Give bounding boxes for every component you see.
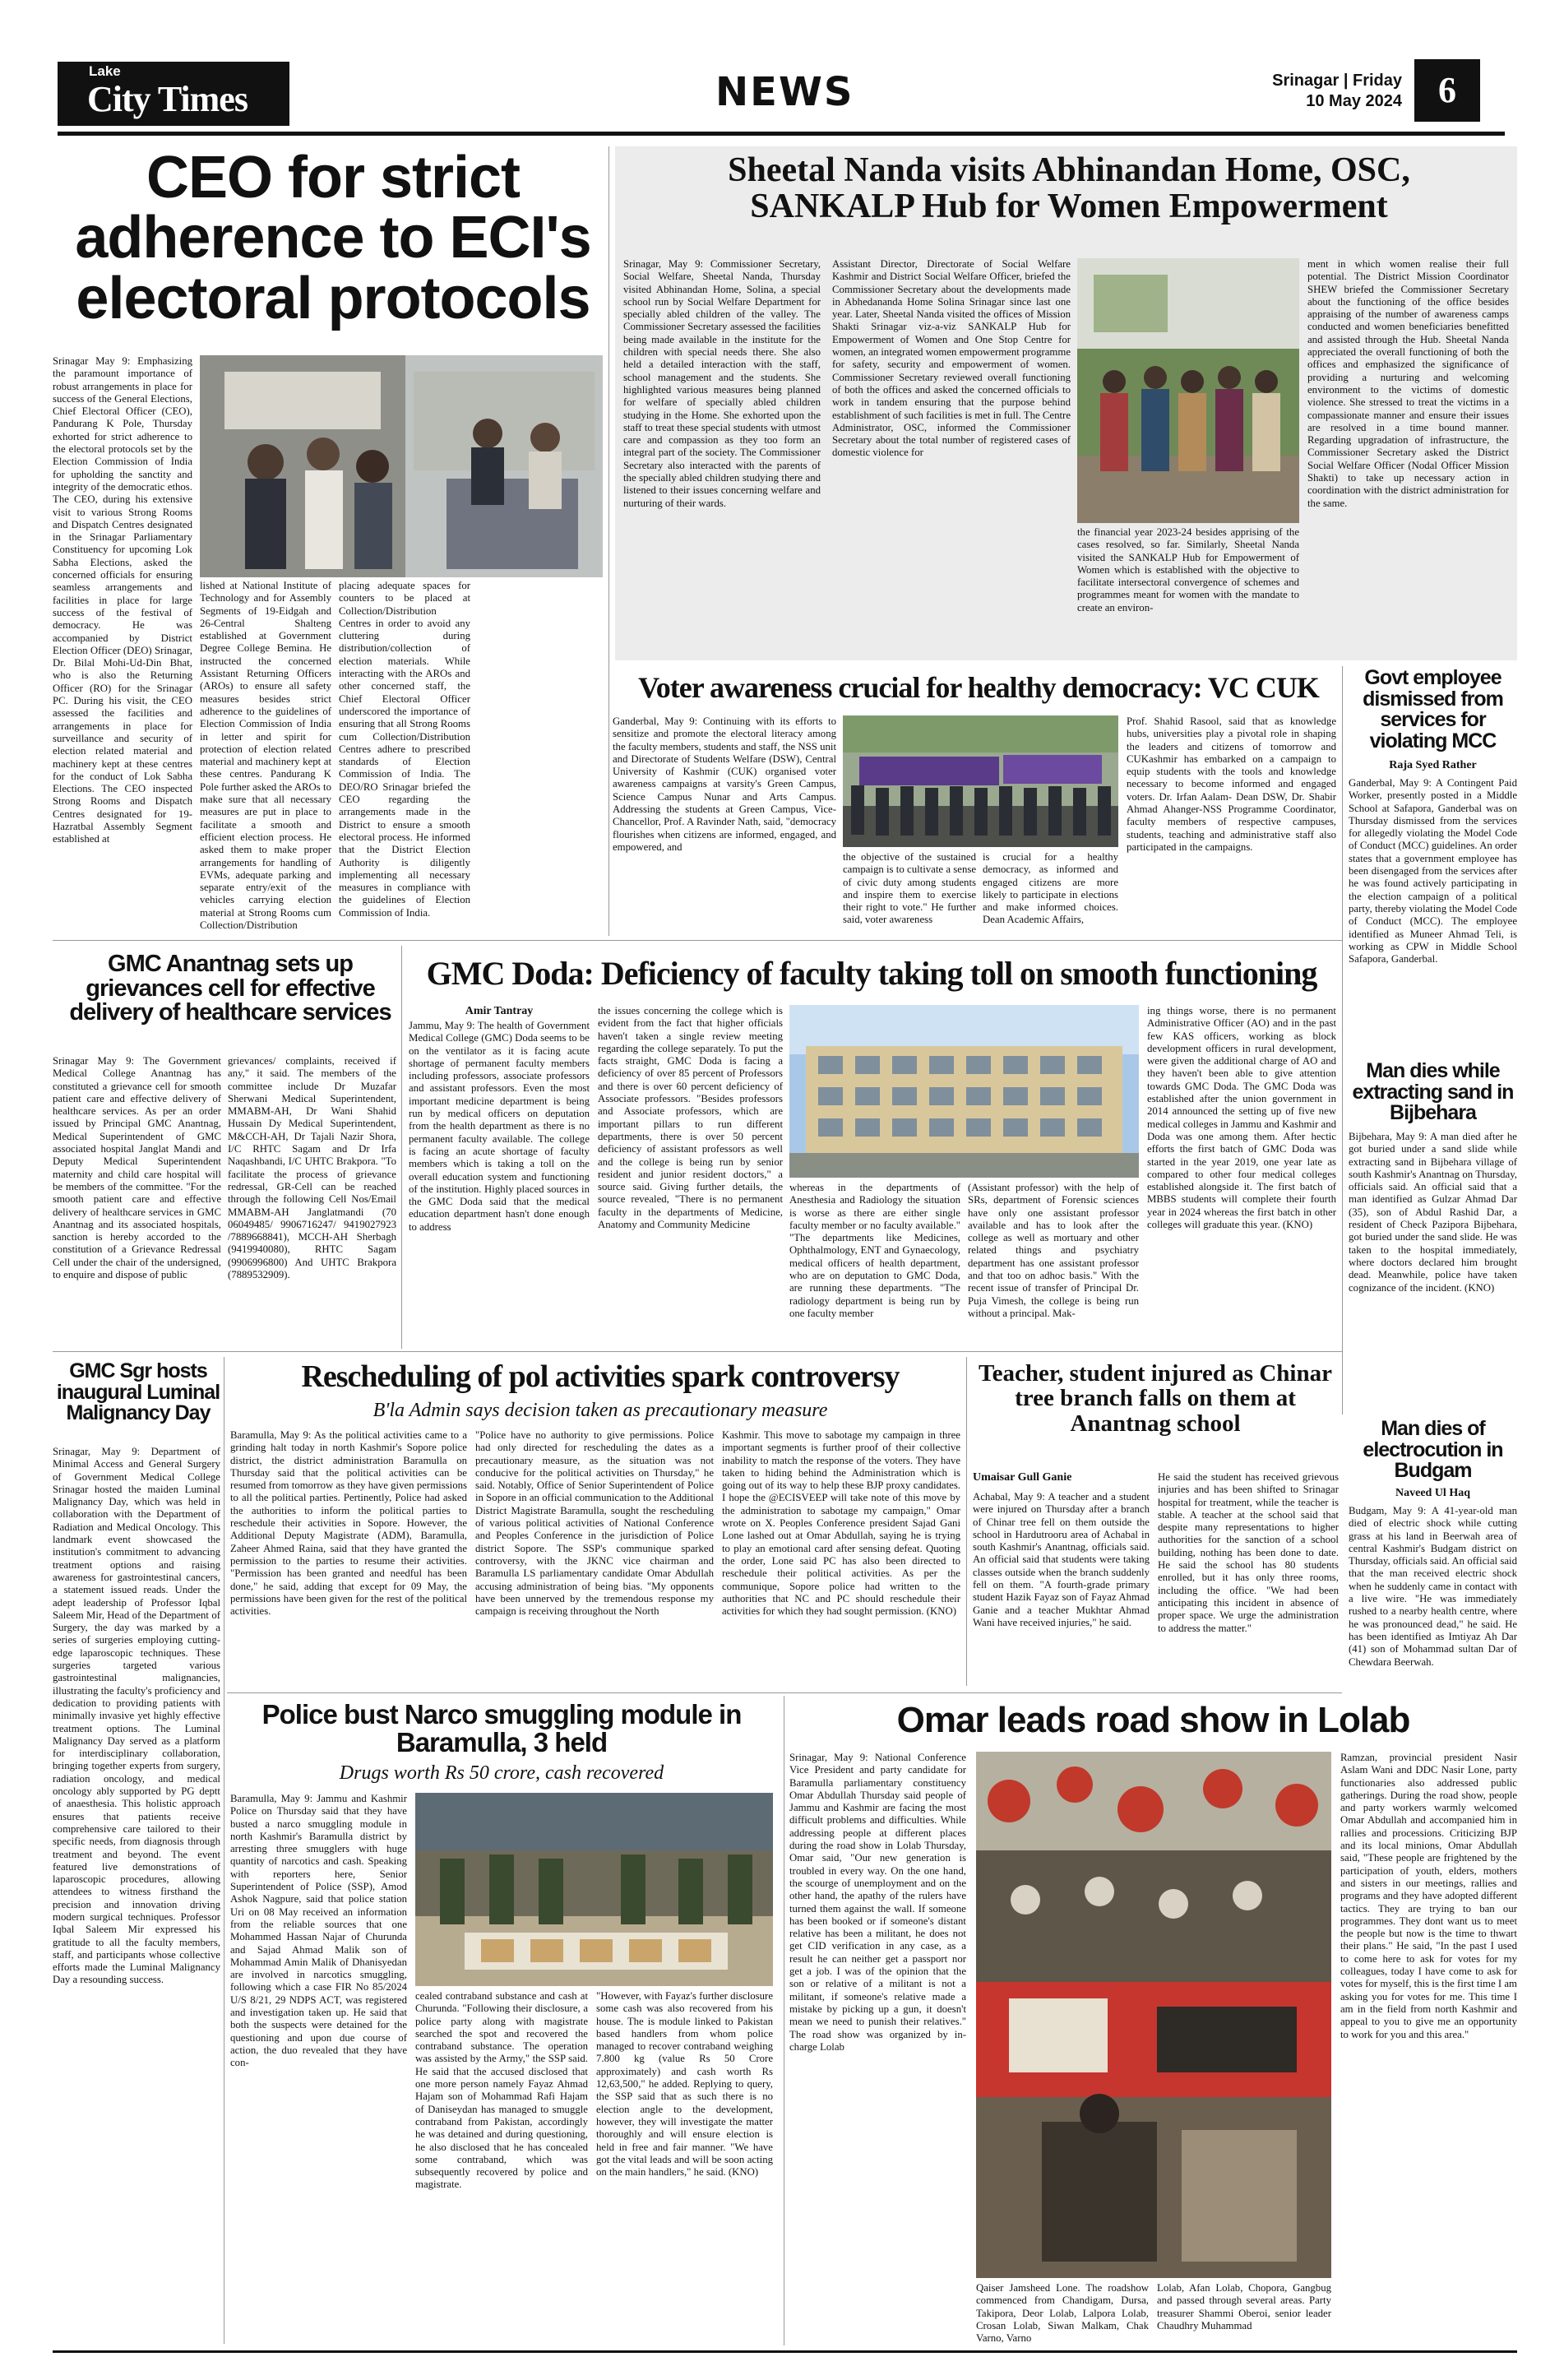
govt-headline: Govt employee dismissed from services for violating MCC — [1363, 666, 1503, 752]
omar-photo — [976, 1752, 1331, 2278]
pol-body-col1: Baramulla, May 9: As the political activities came to a grinding halt today in north Kashmir's Sopore police district, the district administration Baramulla on Thursday said that the political activities can be resumed from tomorrow as they have given permissions to all the political parties. Pertinently, Police had asked the authorities to inform the political parties to reschedule their activities in Sopore. However, the Additional Deputy Magistrate (ADM), Baramulla, Zaheer Ahmed Raina, said that they have granted the permission to the parties to resume their activities. "Permission has been granted and needful has been done," he said, adding that except for 09 May, the permissions have been given for the rest of the political activities. — [230, 1429, 467, 1618]
pol-deck: B'la Admin says decision taken as precautionary measure — [372, 1400, 828, 1421]
gmc-doda-body-col4: (Assistant professor) with the help of SRs, department of Forensic sciences have only one assistant professor available and has to look after the college as well as mortuary and other related things and psychiatry department has one assistant professor and that too on adhoc basis." With the recent issue of transfer of Principal Dr. Puja Vimesh, the college is being run without a principal. Mak- — [968, 1182, 1139, 1319]
gmc-doda-body-col2: the issues concerning the college which is evident from the fact that higher officials haven't taken a single review meeting regarding the college separately. To put the facts straight, GMC Doda is facing a deficiency of over 85 percent of Professors and there is over 60 percent deficiency of Associate professors. "Besides professors and Associate professors, which are important pillars to run different departments, there is over 50 percent deficiency of assistant professors as well and the college is being run by senior resident and junior resident doctors," a source said. Giving further details, the source revealed, "There is no permanent faculty in the departments of Medicine, Anatomy and Community Medicine — [598, 1005, 783, 1231]
column-rule — [401, 946, 402, 1349]
narco-headline: Police bust Narco smuggling module in Baramulla, 3 held — [261, 1699, 742, 1757]
voter-photo — [843, 715, 1118, 847]
narco-photo-image — [415, 1793, 773, 1986]
ceo-photo-image — [200, 355, 603, 577]
voter-body-col1: Ganderbal, May 9: Continuing with its efforts to sensitize and promote the electoral literacy among the faculty members, students and staff, the NSS unit and Directorate of Students Welfare (DSW), Central University of Kashmir (CUK) organised voter awareness campaigns at varsity's Green Campus, Science Campus Nunar and Arts Campus. Addressing the students at Green Campus, Vice-Chancellor, Prof. A Ravinder Nath, said, "democracy flourishes when citizens are informed, engaged, and empowered, and — [613, 715, 836, 853]
narco-deck: Drugs worth Rs 50 crore, cash recovered — [339, 1762, 664, 1784]
column-rule — [1342, 666, 1343, 1415]
sheetal-body-col1: Srinagar, May 9: Commissioner Secretary, Social Welfare, Sheetal Nanda, Thursday visited Abhinandan Home, Solina, a special school run by Social Welfare Department for specially abled children of the valley. The Commissioner Secretary assessed the facilities being made available in the institute for the children with special needs there. She also held a detailed interaction with the staff, school management and the students. She highlighted various measures being planned for welfare of specially abled children studying in the Home. She exhorted upon the staff to treat these special students with utmost care and compassion as they too form an integral part of the society. The Commissioner Secretary also interacted with the parents of the specially abled children studying there and listened to their issues concerning welfare and nurturing of their wards. — [623, 258, 821, 509]
sheetal-body-col2: Assistant Director, Directorate of Social Welfare Kashmir and District Social Welfare Officer, briefed the Commissioner Secretary about the developments made in Abhedananda Home Solina Srinagar since last one year. Later, Sheetal Nanda visited the offices of Mission Shakti Srinagar viz-a-viz SANKALP Hub for Empowerment of Women and One Stop Centre for women, an integrated women empowerment programme for safety, security and empowerment of women. Commissioner Secretary reviewed overall functioning of both the offices and asked the concerned officials to work in tandem ensuring that the purpose behind establishment of such facilities is met in full. The Centre Administrator, OSC, informed the Commissioner Secretary about the total number of registered cases of domestic violence for — [832, 258, 1071, 459]
govt-byline: Raja Syed Rather — [1389, 759, 1477, 771]
budgam-byline: Naveed Ul Haq — [1395, 1487, 1470, 1499]
gmc-doda-building-image — [789, 1005, 1139, 1178]
teacher-body-col2: He said the student has received grievous injuries and has been shifted to Srinagar hospital for treatment, while the teacher is stable. A teacher at the school said that despite many representations to higher authorities for the sanction of a school building, nothing has been done to date. He said the school has 80 students enrolled, but it has only three rooms, including the office. "We had been anticipating this incident in absence of proper space. We urge the administration to address the matter." — [1158, 1471, 1339, 1634]
ceo-photo — [200, 355, 603, 577]
gmc-anantnag-headline: GMC Anantnag sets up grievances cell for effective delivery of healthcare services — [69, 951, 391, 1026]
pol-body-col2: "Police have no authority to give permissions. Police had only directed for rescheduling the dates as a precautionary measure, as the situation was not conducive for the political activities on Thursday," he said. Notably, Office of Senior Superintendent of Police in Sopore in an official communication to the Additional District Magistrate Baramulla, sought the rescheduling of various political activities of National Conference and Peoples Conference in the jurisdiction of Police district Sopore. The SSP's communique sparked controversy, with the JKNC vice chairman and Baramulla LS parliamentary candidate Omar Abdullah accusing administration of being bias. "My opponents have been unnerved by the tremendous response my campaign is receiving throughout the North — [475, 1429, 714, 1618]
gmc-doda-body-col1: Jammu, May 9: The health of Government Medical College (GMC) Doda seems to be on the ventilator as it is facing acute shortage of permanent faculty members including professors, associate professors and assistant professors. Even the most important medicine department is being run by medical officers on deputation from the health department as there is no permanent faculty available. The college is facing an acute shortage of faculty members which is taking a toll on the overall education system and functioning of the institution. Highly placed sources in the GMC Doda said that the medical education department hasn't done enough to address — [409, 1020, 590, 1233]
column-rule — [608, 146, 609, 936]
section-rule — [227, 1692, 1342, 1693]
gmc-doda-byline: Amir Tantray — [465, 1005, 534, 1017]
gmc-doda-headline: GMC Doda: Deficiency of faculty taking toll on smooth functioning — [426, 955, 1317, 992]
newspaper-logo — [58, 62, 289, 126]
narco-photo — [415, 1793, 773, 1986]
footer-rule — [53, 2350, 1517, 2353]
bijbehara-headline: Man dies while extracting sand in Bijbehara — [1352, 1059, 1514, 1124]
voter-body-col2: the objective of the sustained campaign is to cultivate a sense of civic duty among students and inspire them to exercise their right to vote." He further said, voter awareness — [843, 851, 976, 926]
gmc-sgr-headline: GMC Sgr hosts inaugural Luminal Malignancy Day — [56, 1359, 220, 1424]
omar-headline: Omar leads road show in Lolab — [896, 1700, 1410, 1740]
dateline — [1254, 71, 1402, 112]
voter-body-col4: Prof. Shahid Rasool, said that as knowledge hubs, universities play a pivotal role in shaping the leaders and citizens of tomorrow and CUKashmir has embarked on a campaign to equip students with the tools and knowledge necessary to become informed and engaged voters. Dr. Irfan Aalam- Dean DSW, Dr. Shabir Ahmad Ahanger-NSS Programme Coordinator, faculty members of respective campuses, students, teaching and administrative staff also participated in the campaigns. — [1127, 715, 1336, 853]
column-rule — [966, 1357, 967, 1686]
section-title: NEWS — [715, 69, 854, 115]
omar-body-col3: Lolab, Afan Lolab, Chopora, Gangbug and passed through several areas. Party treasurer Shammi Oberoi, senior leader Chaudhry Muhammad — [1157, 2282, 1331, 2331]
govt-body: Ganderbal, May 9: A Contingent Paid Worker, presently posted in a Middle School at Safapora, Ganderbal was on Thursday dismissed from the services for allegedly violating the Model Code of Conduct (MCC) guidelines. An order states that a government employee has been disengaged from the services after he was found actively participating in the election campaign of a political party, thereby violating the Model Code of Conduct (MCC). The employee identified as Muneer Ahmad Teli, is working as CPW in Middle School Safapora, Ganderbal. — [1349, 777, 1517, 965]
section-rule — [53, 940, 1342, 941]
voter-photo-image — [843, 715, 1118, 847]
gmc-doda-body-col3: whereas in the departments of Anesthesia and Radiology the situation is worse as there are either single faculty member or no faculty available." "The departments like Medicines, Ophthalmology, ENT and Gynaecology, medical officers of health department, who are on deputation to GMC Doda, are running these departments. "The radiology department is being run by one faculty member — [789, 1182, 960, 1319]
omar-body-col1: Srinagar, May 9: National Conference Vice President and party candidate for Baramulla parliamentary constituency Omar Abdullah Thursday said people of Jammu and Kashmir are facing the most difficult problems and difficulties. While addressing people at different places during the road show in Lolab Thursday, Omar said, "Our new generation is troubled in every way. On the one hand, the scourge of unemployment and on the other hand, the apathy of the rulers have turned them against the wall. If someone has been booked or if someone's distant relative has been a militant, he does not get CID verification in any case, as a result he can neither get a passport nor get a job. I was of the opinion that the son or relative of a militant is not a militant, if someone's relative made a mistake by picking up a gun, it doesn't mean we need to punish their relatives." The road show was organized by in-charge Lolab — [789, 1752, 966, 2053]
sheetal-photo — [1077, 258, 1299, 523]
ceo-body-col2: lished at National Institute of Technology and for Assembly Segments of 19-Eidgah and 26-Central Shalteng established at Government Degree College Bemina. He instructed the concerned Assistant Returning Officers (AROs) to ensure all safety measures besides strict adherence to the guidelines of Election Commission of India in letter and spirit for protection of election related material and machinery kept at these centres. Pandurang K Pole further asked the AROs to make sure that all necessary measures are put in place to facilitate a smooth and efficient election process. He asked them to make proper arrangements for handling of EVMs, adequate parking and separate entry/exit of the vehicles carrying election material at Strong Rooms cum Collection/Distribution — [200, 580, 331, 932]
narco-body-col2: cealed contraband substance and cash at Churunda. "Following their disclosure, a police party along with magistrate searched the spot and recovered the contraband substance. The operation was assisted by the Army," the SSP said. He said that the accused disclosed that one more person namely Fayaz Ahmad Hajam son of Mohammad Rafi Hajam of Daniseydan has managed to smuggle contraband from Pakistan, accordingly he was detained and during questioning, he also disclosed that he has concealed some contraband, which was subsequently recovered by police and magistrate. — [415, 1990, 588, 2191]
teacher-byline: Umaisar Gull Ganie — [973, 1471, 1072, 1484]
narco-body-col3: "However, with Fayaz's further disclosure some cash was also recovered from his house. The is module linked to Pakistan based handlers from whom police managed to recover contraband weighing 7.800 kg (value Rs 50 Crore approximately) and cash worth Rs 12,63,500," he added. Replying to query, the SSP said that as such there is no election angle to the development, however, they will investigate the matter thoroughly and will ensure election is held in free and fair manner. "We have got the vital leads and will be soon acting on the main handlers," he said. (KNO) — [596, 1990, 773, 2179]
sheetal-headline: Sheetal Nanda visits Abhinandan Home, OSC, SANKALP Hub for Women Empowerment — [728, 151, 1410, 226]
budgam-body: Budgam, May 9: A 41-year-old man died of electric shock while cutting grass at his land in Beerwah area of central Kashmir's Budgam district on Thursday, officials said. An official said that the man received electric shock when he suddenly came in contact with a live wire. "He was immediately rushed to a nearby health centre, where he was pronounced dead," he said. He has been identified as Imtiyaz Ah Dar (41) son of Mohammad sultan Dar of Chewdara Beerwah. — [1349, 1505, 1517, 1668]
teacher-body-col1: Achabal, May 9: A teacher and a student were injured on Thursday after a branch of Chinar tree fell on them outside the school in Hardutrooru area of Achabal in south Kashmir's Anantnag, officials said. An official said that students were taking classes outside when the branch suddenly fell on them. "A fourth-grade primary student Hazik Fayaz son of Fayaz Ahmad Ganie and a teacher Mukhtar Ahmad Wani have received injuries," he said. — [973, 1491, 1150, 1628]
gmc-anantnag-body-col1: Srinagar May 9: The Government Medical College Anantnag has constituted a grievance cell for smooth patient care and effective delivery of healthcare services. As per an order issued by Principal GMC Anantnag, Medical Superintendent of GMC associated hospital Janglat Mandi and Deputy Medical Superintendent maternity and child care hospital will be members of the committee. "For the smooth patient care and effective delivery of healthcare services in GMC Anantnag and its associated hospitals, sanction is hereby accorded to the constitution of a Grievance Redressal Cell under the chair of the undersigned, to enquire and dispose of public — [53, 1055, 221, 1281]
gmc-doda-body-col5: ing things worse, there is no permanent Administrative Officer (AO) and in the past few KAS officers, working as block development officers in rural development, were given the additional charge of AO and they haven't been able to give attention towards GMC Doda. The GMC Doda was established after the union government in 2014 announced the setting up of five new medical colleges in Jammu and Kashmir and Doda was one among them. After hectic efforts the first batch of GMC Doda was started in the year 2019, one year late as compared to other four medical colleges established alongside it. The first batch of MBBS students will complete their fourth year in 2024 whereas the first batch in other colleges will graduate this year. (KNO) — [1147, 1005, 1336, 1231]
section-rule — [53, 1351, 1342, 1352]
pol-headline: Rescheduling of pol activities spark controversy — [301, 1359, 900, 1394]
voter-body-col3: is crucial for a healthy democracy, as informed and engaged citizens are more likely to participate in elections and make informed choices. Dean Academic Affairs, — [983, 851, 1118, 926]
omar-body-col2: Qaiser Jamsheed Lone. The roadshow commenced from Chandigam, Dursa, Takipora, Deor Lolab, Lalpora Lolab, Crosan Lolab, Siwan Malkam, Chak Varno, Varno — [976, 2282, 1149, 2344]
sheetal-body-col4: ment in which women realise their full potential. The District Mission Coordinator SHEW briefed the Commissioner Secretary about the functioning of the office besides appraising of the number of awareness camps conducted and women beneficiaries benefitted and assisted through the Hub. Sheetal Nanda appreciated the overall functioning of both the offices and emphasized the significance of providing a nurturing and welcoming environment to the victims of domestic violence. She stressed to treat the victims in a compassionate manner and ensure their issues are resolved in a time bound manner. Regarding upgradation of infrastructure, the Commissioner Secretary asked the District Social Welfare Officer (Nodal Officer Mission Shakti) to take up necessary action in coordination with the district administration for the same. — [1307, 258, 1509, 509]
logo-small-text: Lake — [89, 63, 121, 79]
pol-body-col3: Kashmir. This move to sabotage my campaign in three important segments is further proof of their collective inability to match the response of the voters. They have taken to hiding behind the Administration which is going out of its way to help these BJP proxy candidates. I hope the @ECISVEEP will take note of this move by the administration to sabotage my campaign," Omar wrote on X. Peoples Conference president Sajad Gani Lone lashed out at Omar Abdullah, saying he is trying to play an emotional card after sensing defeat. Quoting the order, Lone said PC has also been directed to reschedule their political activities. As per the communique, Sopore police had written to the authorities that NC and PC should reschedule their activities for which they had sought permission. (KNO) — [722, 1429, 960, 1618]
page-number: 6 — [1414, 59, 1480, 122]
logo-text: City Times — [87, 79, 248, 119]
narco-body-col1: Baramulla, May 9: Jammu and Kashmir Police on Thursday said that they have busted a narco smuggling module in north Kashmir's Baramulla district by arresting three smugglers with huge quantity of narcotics and cash. Speaking with reporters here, Senior Superintendent of Police (SSP), Amod Ashok Nagpure, said that police station Uri on 08 May received an information from the reliable sources that one Mohammed Hassan Najar of Churunda and Sajad Ahmad Malik son of Mohammad Amin Malik of Dhanisyedan are involved in narcotics smuggling, following which a case FIR No 85/2024 U/S 8/21, 29 NDPS ACT, was registered and investigation taken up. He said that both the suspects were detained for the questioning and upon due course of action, the duo revealed that they have con- — [230, 1793, 407, 2069]
ceo-body-col1: Srinagar May 9: Emphasizing the paramount importance of robust arrangements in place for success of the General Elections, Chief Electoral Officer (CEO), Pandurang K Pole, Thursday exhorted for strict adherence to the electoral protocols set by the Election Commission of India for upholding the sanctity and integrity of the democratic ethos. The CEO, during his extensive visit to various Strong Rooms and Dispatch Centres designated in the Srinagar Parliamentary Constituency for upcoming Lok Sabha Elections, asked the concerned officials for ensuring seamless arrangements and facilities in place for large success of the festival of democracy. He was accompanied by District Election Officer (DEO) Srinagar, Dr. Bilal Mohi-Ud-Din Bhat, who is also the Returning Officer (RO) for the Srinagar PC. During his visit, the CEO assessed the facilities and arrangements in place for surveillance and security of election related material and machinery kept at these centres for the conduct of Lok Sabha Elections. The CEO inspected Strong Rooms and Dispatch Centres designated for 19-Hazratbal Assembly Segment established at — [53, 355, 192, 845]
teacher-headline: Teacher, student injured as Chinar tree branch falls on them at Anantnag school — [979, 1360, 1332, 1437]
sheetal-photo-image — [1077, 258, 1299, 523]
bijbehara-body: Bijbehara, May 9: A man died after he got buried under a sand slide while extracting sand in Bijbehara village of south Kashmir's Anantnag on Thursday, officials said. An official said that a man identified as Gulzar Ahmad Dar (35), son of Abdul Rashid Dar, a resident of Check Pazipora Bijbehara, got buried under the sand slide. He was taken to the hospital immediately, where doctors declared him brought dead. Meanwhile, police have taken cognizance of the incident. (KNO) — [1349, 1131, 1517, 1294]
date-text: 10 May 2024 — [1306, 92, 1402, 110]
omar-photo-image — [976, 1752, 1331, 2278]
voter-headline: Voter awareness crucial for healthy democracy: VC CUK — [638, 671, 1319, 704]
gmc-sgr-body: Srinagar, May 9: Department of Minimal Access and General Surgery of Government Medical College Srinagar hosted the maiden Luminal Malignancy Day, which was held in collaboration with the Department of Radiation and Medical Oncology. This landmark event showcased the institution's commitment to advancing treatment options and raising awareness for gastrointestinal cancers, a statement issued reads. Under the adept leadership of Professor Iqbal Saleem Mir, Head of the Department of Surgery, the day was marked by a series of surgeries employing cutting-edge laparoscopic techniques. These surgeries targeted various gastrointestinal malignancies, illustrating the faculty's proficiency and dedication to providing patients with minimally invasive yet highly effective treatment options. The Luminal Malignancy Day served as a platform for interdisciplinary collaboration, bringing together experts from surgery, radiation oncology, and medical oncology ably supported by PG deptt of anaesthesia. This holistic approach ensures that patients receive comprehensive care tailored to their specific needs, from diagnosis through treatment and beyond. The event featured live demonstrations of laparoscopic procedures, allowing attendees to witness firsthand the precision and innovation driving modern surgical techniques. Professor Iqbal Saleem Mir expressed his gratitude to all the faculty members, staff, and participants whose collective efforts made the Luminal Malignancy Day a resounding success. — [53, 1446, 220, 1986]
date-city-day: Srinagar | Friday — [1272, 72, 1402, 90]
ceo-headline: CEO for strict adherence to ECI's electoral protocols — [75, 145, 591, 331]
gmc-doda-photo — [789, 1005, 1139, 1178]
ceo-body-col3: placing adequate spaces for counters to be placed at Collection/Distribution Centres in order to avoid any cluttering during distribution/collection of election materials. While interacting with the AROs and other concerned staff, the Chief Electoral Officer underscored the importance of ensuring that all Strong Rooms cum Collection/Distribution Centres adhere to prescribed standards of Election Commission of India. The DEO/RO Srinagar briefed the CEO regarding the arrangements made in the District to ensure a smooth electoral process. He informed that the District Election Authority is diligently implementing all necessary measures in compliance with the guidelines of Election Commission of India. — [339, 580, 470, 919]
omar-body-col4: Ramzan, provincial president Nasir Aslam Wani and DDC Nasir Lone, party functionaries also addressed public gatherings. During the road show, people and party workers warmly welcomed Omar Abdullah and accompanied him in rallies and processions. Criticizing BJP and its local minions, Omar Abdullah said, "These people are frightened by the participation of youth, elders, mothers and sisters in our meetings, rallies and programs and they have adopted different tactics. They are trying to ban our programmes. They dont want us to meet the people but now is the time to thwart their plans." He said, "In the past I used to come here to ask for votes for my colleagues, today I have come to ask for votes for myself, this is the first time I am asking you for votes for me. This time I am in the field from north Kashmir and appeal to you to give me an opportunity to work for you and this area." — [1340, 1752, 1517, 2040]
sheetal-body-col3: the financial year 2023-24 besides apprising of the cases resolved, so far. Similarly, Sheetal Nanda visited the SANKALP Hub for Empowerment of Women which is established with the objective to facilitate intersectoral convergence of schemes and programmes meant for women with the mandate to create an environ- — [1077, 526, 1299, 614]
budgam-headline: Man dies of electrocution in Budgam — [1363, 1417, 1503, 1482]
gmc-anantnag-body-col2: grievances/ complaints, received if any," it said. The members of the committee include Dr Muzafar Sherwani Medical Superintendent, MMABM-AH, Dr Wani Shahid Hussain Dy Medical Superintendent, M&CCH-AH, Dr Tajali Nazir Shora, I/C RHTC Sagam and Dr Irfa Naqashbandi, I/C UHTC Brakpora. "To facilitate the process of grievance redressal, GR-Cell can be reached through the following Cell Nos/Email MMABM-AH Janglatmandi (70 06049485/ 9906716247/ 9419027923 /7889668841), MCCH-AH Sherbagh (9419940080), RHTC Sagam (9906996800) And UHTC Brakpora (7889532909). — [228, 1055, 396, 1281]
